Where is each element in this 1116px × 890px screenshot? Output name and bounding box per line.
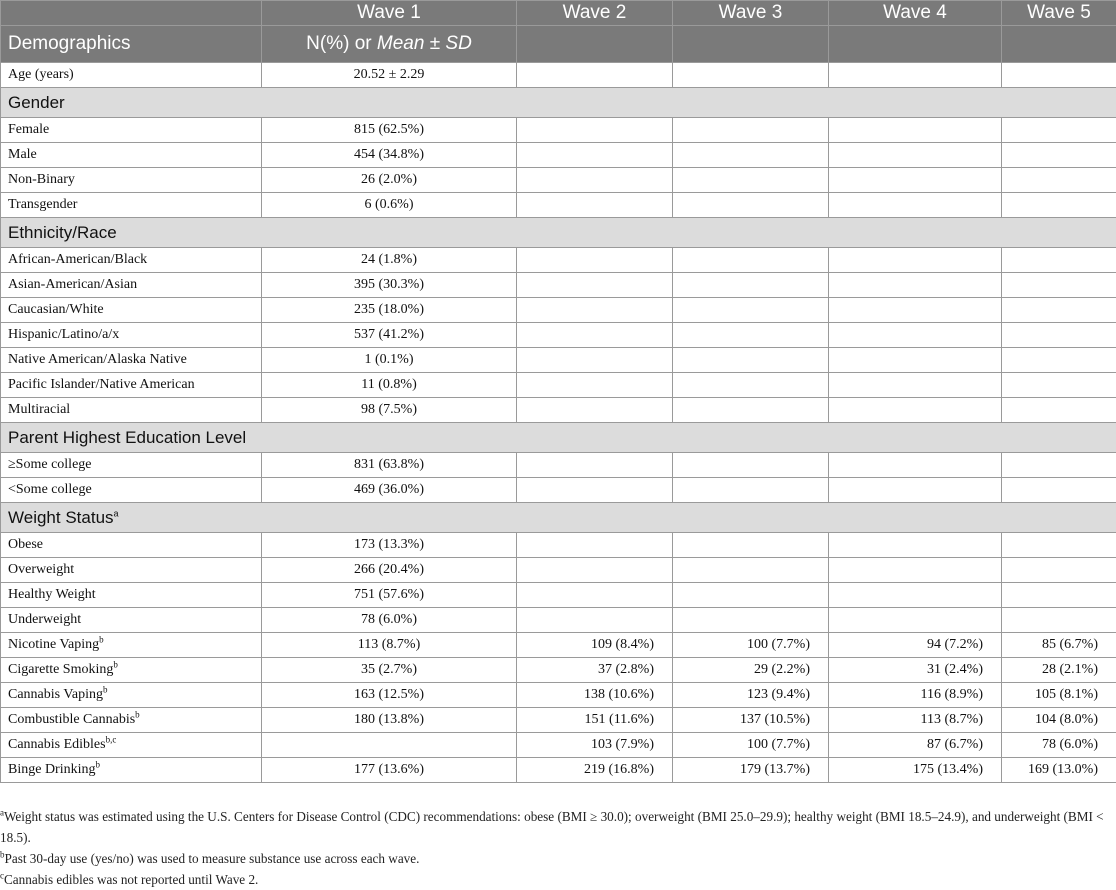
footnote-marker: b — [103, 684, 108, 694]
row-label — [1, 193, 262, 218]
wave-1-value: 537 (41.2%) — [262, 323, 517, 348]
section-row — [1, 218, 1116, 248]
header-wave-3: Wave 3 — [673, 1, 829, 26]
empty-cell — [673, 193, 829, 218]
wave-1-value: 78 (6.0%) — [262, 608, 517, 633]
table-row — [1, 348, 1116, 373]
empty-cell — [673, 143, 829, 168]
empty-cell — [1002, 453, 1116, 478]
empty-cell — [1002, 118, 1116, 143]
wave-2-value: 37 (2.8%) — [517, 658, 673, 683]
wave-3-value: 100 (7.7%) — [673, 733, 829, 758]
row-label — [1, 298, 262, 323]
table-row — [1, 168, 1116, 193]
wave-5-value: 104 (8.0%) — [1002, 708, 1116, 733]
table-row — [1, 63, 1116, 88]
empty-cell — [1002, 478, 1116, 503]
section-row — [1, 503, 1116, 533]
table-body — [1, 63, 1116, 783]
row-label — [1, 708, 262, 733]
wave-1-value: 20.52 ± 2.29 — [262, 63, 517, 88]
section-title — [1, 423, 1116, 453]
empty-cell — [1002, 583, 1116, 608]
empty-cell — [829, 583, 1002, 608]
wave-5-value: 105 (8.1%) — [1002, 683, 1116, 708]
empty-cell — [1002, 168, 1116, 193]
empty-cell — [1002, 348, 1116, 373]
empty-cell — [1002, 398, 1116, 423]
row-label-text: Underweight — [8, 612, 81, 627]
header-empty — [829, 26, 1002, 63]
table-row — [1, 323, 1116, 348]
wave-1-value: 6 (0.6%) — [262, 193, 517, 218]
table-row — [1, 558, 1116, 583]
table-row — [1, 478, 1116, 503]
wave-1-value: 1 (0.1%) — [262, 348, 517, 373]
table-row — [1, 583, 1116, 608]
wave-1-value: 35 (2.7%) — [262, 658, 517, 683]
empty-cell — [1002, 558, 1116, 583]
empty-cell — [673, 398, 829, 423]
empty-cell — [673, 478, 829, 503]
row-label — [1, 733, 262, 758]
row-label — [1, 758, 262, 783]
empty-cell — [829, 478, 1002, 503]
empty-cell — [517, 608, 673, 633]
row-label — [1, 323, 262, 348]
row-label-text: Multiracial — [8, 402, 70, 417]
wave-1-value: 98 (7.5%) — [262, 398, 517, 423]
empty-cell — [829, 608, 1002, 633]
row-label-text: Cigarette Smoking — [8, 662, 113, 677]
row-label-text: Cannabis Edibles — [8, 737, 106, 752]
footnote-marker: b — [99, 634, 104, 644]
empty-cell — [829, 143, 1002, 168]
empty-cell — [829, 168, 1002, 193]
wave-5-value: 85 (6.7%) — [1002, 633, 1116, 658]
section-row — [1, 88, 1116, 118]
row-label-text: Asian-American/Asian — [8, 277, 137, 292]
section-title — [1, 503, 1116, 533]
row-label — [1, 533, 262, 558]
row-label-text: <Some college — [8, 482, 92, 497]
wave-1-value: 454 (34.8%) — [262, 143, 517, 168]
row-label-text: Male — [8, 147, 37, 162]
wave-5-value: 78 (6.0%) — [1002, 733, 1116, 758]
wave-2-value: 138 (10.6%) — [517, 683, 673, 708]
row-label-text: African-American/Black — [8, 252, 147, 267]
empty-cell — [517, 273, 673, 298]
row-label — [1, 453, 262, 478]
empty-cell — [517, 193, 673, 218]
table-row — [1, 143, 1116, 168]
section-title — [1, 88, 1116, 118]
empty-cell — [517, 478, 673, 503]
empty-cell — [517, 168, 673, 193]
header-empty — [517, 26, 673, 63]
header-wave-4: Wave 4 — [829, 1, 1002, 26]
wave-3-value: 29 (2.2%) — [673, 658, 829, 683]
empty-cell — [517, 398, 673, 423]
row-label — [1, 118, 262, 143]
footnote-marker: c — [0, 871, 4, 881]
table-row — [1, 453, 1116, 478]
empty-cell — [1002, 143, 1116, 168]
section-label: Ethnicity/Race — [8, 223, 117, 242]
empty-cell — [673, 298, 829, 323]
empty-cell — [517, 453, 673, 478]
table-row — [1, 373, 1116, 398]
empty-cell — [673, 168, 829, 193]
empty-cell — [517, 118, 673, 143]
wave-1-value: 26 (2.0%) — [262, 168, 517, 193]
wave-4-value: 116 (8.9%) — [829, 683, 1002, 708]
row-label — [1, 248, 262, 273]
row-label-text: Binge Drinking — [8, 762, 96, 777]
section-label: Parent Highest Education Level — [8, 428, 246, 447]
empty-cell — [673, 373, 829, 398]
table-row — [1, 658, 1116, 683]
wave-1-value: 173 (13.3%) — [262, 533, 517, 558]
header-empty — [1002, 26, 1116, 63]
row-label-text: Caucasian/White — [8, 302, 104, 317]
wave-1-value: 235 (18.0%) — [262, 298, 517, 323]
footnote-text: Past 30-day use (yes/no) was used to measure substance use across each wave. — [5, 851, 420, 866]
wave-2-value: 109 (8.4%) — [517, 633, 673, 658]
footnote-text: Cannabis edibles was not reported until Wave 2. — [4, 872, 258, 887]
wave-1-value: 113 (8.7%) — [262, 633, 517, 658]
empty-cell — [517, 298, 673, 323]
row-label — [1, 633, 262, 658]
header-empty — [673, 26, 829, 63]
row-label-text: Transgender — [8, 197, 77, 212]
row-label-text: Cannabis Vaping — [8, 687, 103, 702]
empty-cell — [829, 298, 1002, 323]
empty-cell — [829, 533, 1002, 558]
wave-1-value: 751 (57.6%) — [262, 583, 517, 608]
footnote-a — [0, 806, 1112, 848]
row-label-text: Obese — [8, 537, 43, 552]
row-label — [1, 658, 262, 683]
wave-5-value: 28 (2.1%) — [1002, 658, 1116, 683]
row-label — [1, 373, 262, 398]
section-row — [1, 423, 1116, 453]
wave-1-value: 180 (13.8%) — [262, 708, 517, 733]
wave-4-value: 31 (2.4%) — [829, 658, 1002, 683]
row-label-text: Hispanic/Latino/a/x — [8, 327, 119, 342]
empty-cell — [829, 398, 1002, 423]
empty-cell — [829, 373, 1002, 398]
table-row — [1, 733, 1116, 758]
empty-cell — [673, 533, 829, 558]
empty-cell — [517, 558, 673, 583]
row-label-text: Native American/Alaska Native — [8, 352, 187, 367]
empty-cell — [829, 348, 1002, 373]
wave-5-value: 169 (13.0%) — [1002, 758, 1116, 783]
table-row — [1, 193, 1116, 218]
empty-cell — [517, 373, 673, 398]
wave-1-value: 163 (12.5%) — [262, 683, 517, 708]
wave-1-value: 831 (63.8%) — [262, 453, 517, 478]
footnote-b — [0, 848, 1112, 869]
empty-cell — [829, 118, 1002, 143]
table-row — [1, 248, 1116, 273]
empty-cell — [829, 193, 1002, 218]
empty-cell — [829, 558, 1002, 583]
empty-cell — [1002, 373, 1116, 398]
header-wave-2: Wave 2 — [517, 1, 673, 26]
row-label — [1, 168, 262, 193]
row-label — [1, 348, 262, 373]
wave-1-value: 815 (62.5%) — [262, 118, 517, 143]
empty-cell — [1002, 323, 1116, 348]
table-row — [1, 298, 1116, 323]
wave-2-value: 151 (11.6%) — [517, 708, 673, 733]
empty-cell — [1002, 533, 1116, 558]
wave-1-value — [262, 733, 517, 758]
wave-1-value: 177 (13.6%) — [262, 758, 517, 783]
empty-cell — [829, 63, 1002, 88]
wave-2-value: 219 (16.8%) — [517, 758, 673, 783]
footnote-text: Weight status was estimated using the U.S. Centers for Disease Control (CDC) recommendations: obese (BMI ≥ 30.0); overweight (BMI 25.0–29.9); healthy weight (BMI 18.5–24.9), and underweight (BMI < 18.5). — [0, 809, 1104, 845]
header-row-waves — [1, 1, 1116, 26]
table-row — [1, 708, 1116, 733]
empty-cell — [1002, 63, 1116, 88]
empty-cell — [1002, 273, 1116, 298]
row-label — [1, 683, 262, 708]
table-row — [1, 683, 1116, 708]
wave-4-value: 87 (6.7%) — [829, 733, 1002, 758]
row-label — [1, 478, 262, 503]
footnote-marker: a — [0, 808, 4, 818]
row-label: Age (years) — [1, 63, 262, 88]
empty-cell — [1002, 248, 1116, 273]
wave-3-value: 179 (13.7%) — [673, 758, 829, 783]
section-label: Gender — [8, 93, 65, 112]
empty-cell — [673, 323, 829, 348]
row-label — [1, 143, 262, 168]
empty-cell — [517, 323, 673, 348]
empty-cell — [829, 323, 1002, 348]
wave-3-value: 137 (10.5%) — [673, 708, 829, 733]
empty-cell — [517, 143, 673, 168]
empty-cell — [829, 273, 1002, 298]
table-row — [1, 533, 1116, 558]
row-label-text: Combustible Cannabis — [8, 712, 135, 727]
row-label-text: Healthy Weight — [8, 587, 96, 602]
row-label — [1, 398, 262, 423]
empty-cell — [673, 248, 829, 273]
footnote-c — [0, 869, 1112, 890]
empty-cell — [517, 348, 673, 373]
header-stat-label — [262, 26, 517, 63]
footnotes — [0, 806, 1112, 890]
empty-cell — [517, 533, 673, 558]
row-label-text: Female — [8, 122, 49, 137]
row-label-text: ≥Some college — [8, 457, 92, 472]
empty-cell — [673, 453, 829, 478]
row-label-text: Nicotine Vaping — [8, 637, 99, 652]
wave-3-value: 100 (7.7%) — [673, 633, 829, 658]
empty-cell — [673, 558, 829, 583]
wave-1-value: 24 (1.8%) — [262, 248, 517, 273]
stat-mean-sd: Mean ± SD — [377, 33, 472, 54]
header-blank-cell — [1, 1, 262, 26]
wave-1-value: 395 (30.3%) — [262, 273, 517, 298]
row-label — [1, 558, 262, 583]
empty-cell — [673, 583, 829, 608]
wave-2-value: 103 (7.9%) — [517, 733, 673, 758]
row-label-text: Overweight — [8, 562, 74, 577]
footnote-marker: b,c — [106, 734, 117, 744]
empty-cell — [517, 248, 673, 273]
header-demographics: Demographics — [1, 26, 262, 63]
row-label-text: Pacific Islander/Native American — [8, 377, 195, 392]
table-row — [1, 118, 1116, 143]
footnote-marker: a — [114, 508, 119, 518]
row-label — [1, 608, 262, 633]
footnote-marker: b — [0, 850, 5, 860]
header-wave-5: Wave 5 — [1002, 1, 1116, 26]
row-label-text: Non-Binary — [8, 172, 75, 187]
table-row — [1, 608, 1116, 633]
header-wave-1: Wave 1 — [262, 1, 517, 26]
wave-1-value: 266 (20.4%) — [262, 558, 517, 583]
table-row — [1, 273, 1116, 298]
table-row — [1, 758, 1116, 783]
wave-4-value: 175 (13.4%) — [829, 758, 1002, 783]
row-label — [1, 583, 262, 608]
wave-1-value: 469 (36.0%) — [262, 478, 517, 503]
empty-cell — [829, 453, 1002, 478]
empty-cell — [673, 608, 829, 633]
footnote-marker: b — [96, 759, 101, 769]
stat-prefix: N(%) or — [306, 33, 377, 54]
section-label: Weight Status — [8, 508, 114, 527]
wave-1-value: 11 (0.8%) — [262, 373, 517, 398]
table-row — [1, 633, 1116, 658]
empty-cell — [1002, 608, 1116, 633]
header-row-stats — [1, 26, 1116, 63]
row-label — [1, 273, 262, 298]
wave-3-value: 123 (9.4%) — [673, 683, 829, 708]
empty-cell — [673, 63, 829, 88]
empty-cell — [829, 248, 1002, 273]
empty-cell — [1002, 193, 1116, 218]
empty-cell — [673, 118, 829, 143]
wave-4-value: 94 (7.2%) — [829, 633, 1002, 658]
empty-cell — [1002, 298, 1116, 323]
empty-cell — [517, 583, 673, 608]
footnote-marker: b — [113, 659, 118, 669]
wave-4-value: 113 (8.7%) — [829, 708, 1002, 733]
empty-cell — [673, 273, 829, 298]
empty-cell — [673, 348, 829, 373]
table-row — [1, 398, 1116, 423]
footnote-marker: b — [135, 709, 140, 719]
empty-cell — [517, 63, 673, 88]
section-title — [1, 218, 1116, 248]
